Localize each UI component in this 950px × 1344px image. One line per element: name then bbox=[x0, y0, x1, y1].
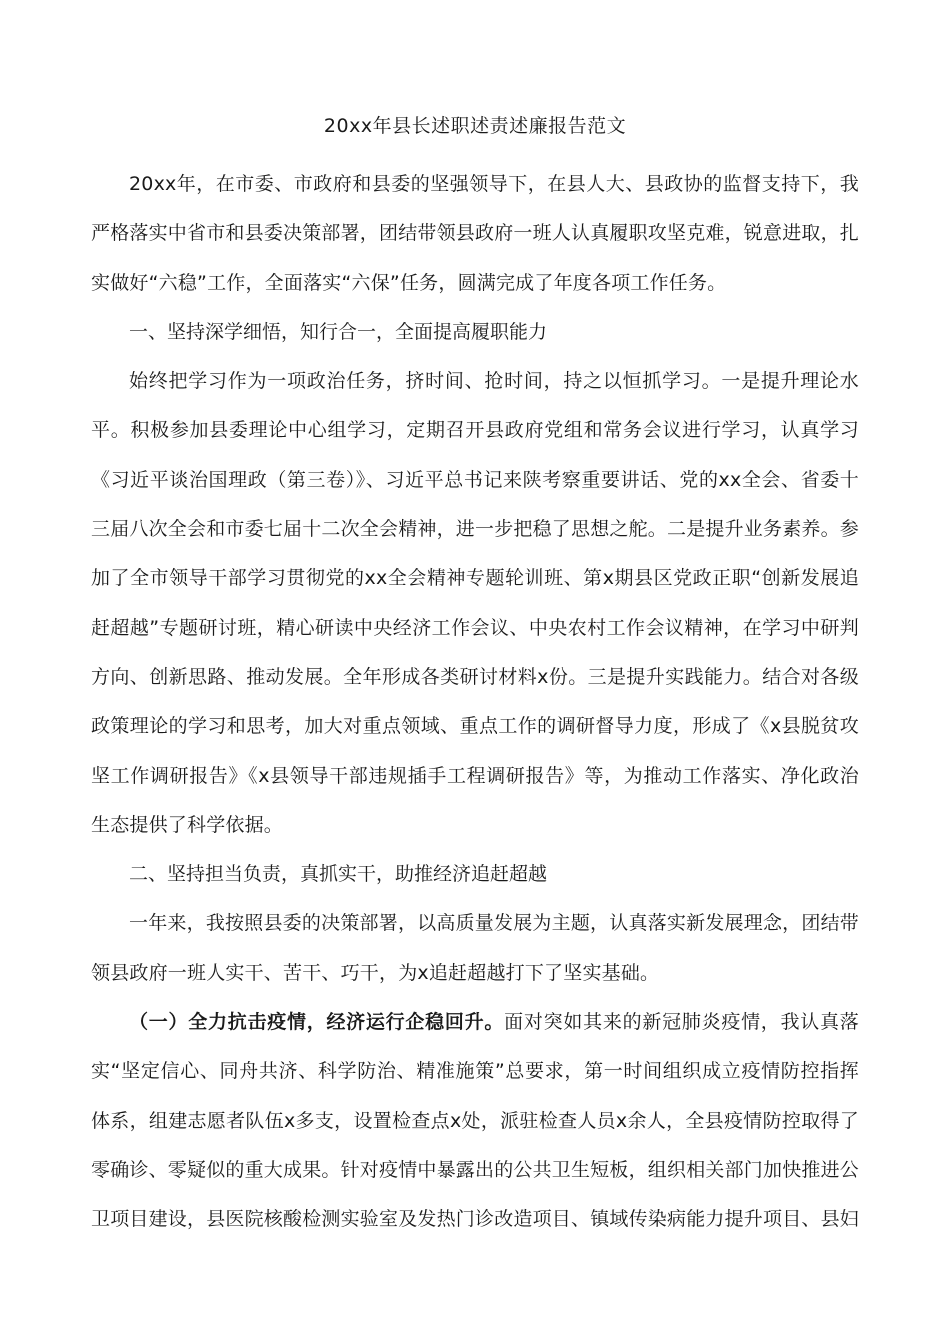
section-1-paragraph: 始终把学习作为一项政治任务，挤时间、抢时间，持之以恒抓学习。一是提升理论水平。积极参加县委理论中心组学习，定期召开县政府党组和常务会议进行学习，认真学习《习近平谈治国理政（第三卷）》、习近平总书记来陕考察重要讲话、党的xx全会、省委十三届八次全会和市委七届十二次全会精神，进一步把稳了思想之舵。二是提升业务素养。参加了全市领导干部学习贯彻党的xx全会精神专题轮训班、第x期县区党政正职“创新发展追赶超越”专题研讨班，精心研读中央经济工作会议、中央农村工作会议精神，在学习中研判方向、创新思路、推动发展。全年形成各类研讨材料x份。三是提升实践能力。结合对各级政策理论的学习和思考，加大对重点领域、重点工作的调研督导力度，形成了《x县脱贫攻坚工作调研报告》《x县领导干部违规插手工程调研报告》等，为推动工作落实、净化政治生态提供了科学依据。 bbox=[91, 370, 860, 836]
item-1-lead: （一）全力抗击疫情，经济运行企稳回升。 bbox=[129, 1011, 505, 1034]
item-1-paragraph bbox=[91, 998, 859, 1244]
intro-paragraph: 20xx年，在市委、市政府和县委的坚强领导下，在县人大、县政协的监督支持下，我严格落实中省市和县委决策部署，团结带领县政府一班人认真履职攻坚克难，锐意进取，扎实做好“六稳”工作，全面落实“六保”任务，圆满完成了年度各项工作任务。 bbox=[91, 173, 860, 294]
document-body bbox=[91, 108, 859, 1245]
document-title: 20xx年县长述职述责述廉报告范文 bbox=[323, 115, 627, 137]
section-2-paragraph: 一年来，我按照县委的决策部署，以高质量发展为主题，认真落实新发展理念，团结带领县政府一班人实干、苦干、巧干，为x追赶超越打下了坚实基础。 bbox=[91, 912, 859, 984]
item-1-body: 面对突如其来的新冠肺炎疫情，我认真落实“坚定信心、同舟共济、科学防治、精准施策”总要求，第一时间组织成立疫情防控指挥体系，组建志愿者队伍x多支，设置检查点x处，派驻检查人员x余人，全县疫情防控取得了零确诊、零疑似的重大成果。针对疫情中暴露出的公共卫生短板，组织相关部门加快推进公卫项目建设，县医院核酸检测实验室及发热门诊改造项目、镇域传染病能力提升项目、县妇 bbox=[91, 1011, 860, 1231]
section-2-heading: 二、坚持担当负责，真抓实干，助推经济追赶超越 bbox=[129, 863, 548, 886]
section-1-heading: 一、坚持深学细悟，知行合一，全面提高履职能力 bbox=[129, 320, 548, 343]
